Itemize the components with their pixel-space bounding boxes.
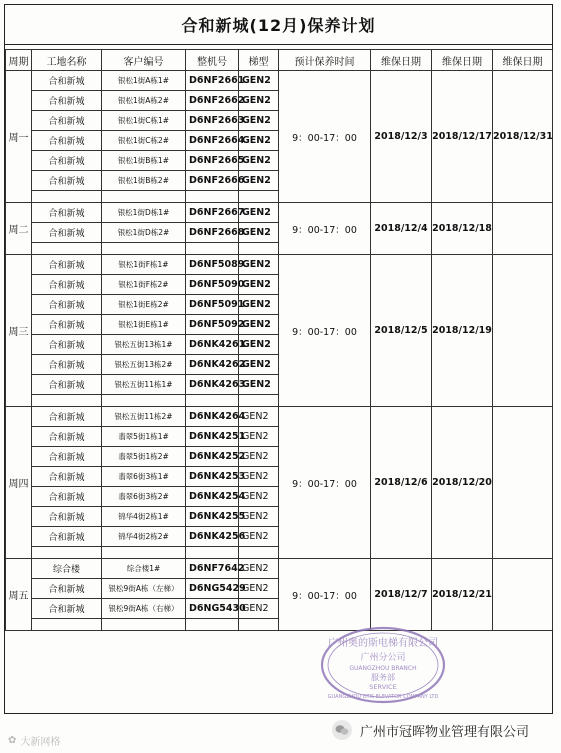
customer-code-cell: 银松1街F栋2# <box>102 275 186 295</box>
machine-number-cell: D6NF2668 <box>186 223 239 243</box>
elevator-type-cell: GEN2 <box>239 255 279 275</box>
empty-cell <box>239 547 279 559</box>
table-body <box>6 71 553 631</box>
elevator-type-cell: GEN2 <box>239 527 279 547</box>
wechat-attribution <box>332 720 529 740</box>
site-name-cell: 合和新城 <box>32 71 102 91</box>
schedule-table <box>5 49 553 631</box>
elevator-type-cell: GEN2 <box>239 223 279 243</box>
empty-cell <box>32 395 102 407</box>
elevator-type-cell: GEN2 <box>239 375 279 395</box>
customer-code-cell: 锦华4街2栋1# <box>102 507 186 527</box>
elevator-type-cell: GEN2 <box>239 295 279 315</box>
site-name-cell: 合和新城 <box>32 335 102 355</box>
maintenance-time-cell: 9：00-17：00 <box>279 407 371 559</box>
elevator-type-cell: GEN2 <box>239 151 279 171</box>
customer-code-cell: 银松1街A栋1# <box>102 71 186 91</box>
maintenance-date-cell: 2018/12/3 <box>371 71 432 203</box>
seal-line6: GUANGZHOU OTIS ELEVATOR COMPANY LTD <box>327 694 439 700</box>
elevator-type-cell: GEN2 <box>239 427 279 447</box>
column-header: 客户编号 <box>102 50 186 71</box>
site-name-cell: 合和新城 <box>32 467 102 487</box>
machine-number-cell: D6NK4261 <box>186 335 239 355</box>
empty-cell <box>102 243 186 255</box>
maintenance-date-cell: 2018/12/5 <box>371 255 432 407</box>
empty-cell <box>102 191 186 203</box>
week-cell: 周二 <box>6 203 32 255</box>
machine-number-cell: D6NG5430 <box>186 599 239 619</box>
site-name-cell: 综合楼 <box>32 559 102 579</box>
elevator-type-cell: GEN2 <box>239 171 279 191</box>
customer-code-cell: 银松五街13栋1# <box>102 335 186 355</box>
seal-line1: 广州奥的斯电梯有限公司 <box>328 638 438 649</box>
table-row <box>6 203 553 223</box>
empty-cell <box>102 547 186 559</box>
watermark-icon: ✿ <box>8 735 17 746</box>
empty-cell <box>186 191 239 203</box>
schedule-sheet <box>4 4 553 714</box>
elevator-type-cell: GEN2 <box>239 131 279 151</box>
customer-code-cell: 银松五街11栋1# <box>102 375 186 395</box>
elevator-type-cell: GEN2 <box>239 335 279 355</box>
maintenance-date-cell <box>493 203 553 255</box>
machine-number-cell: D6NK4252 <box>186 447 239 467</box>
empty-cell <box>239 243 279 255</box>
empty-cell <box>186 619 239 631</box>
machine-number-cell: D6NK4255 <box>186 507 239 527</box>
elevator-type-cell: GEN2 <box>239 467 279 487</box>
customer-code-cell: 银松9街A栋（左梯） <box>102 579 186 599</box>
site-name-cell: 合和新城 <box>32 579 102 599</box>
empty-cell <box>32 243 102 255</box>
site-name-cell: 合和新城 <box>32 315 102 335</box>
elevator-type-cell: GEN2 <box>239 111 279 131</box>
column-header: 预计保养时间 <box>279 50 371 71</box>
maintenance-date-cell: 2018/12/7 <box>371 559 432 631</box>
site-name-cell: 合和新城 <box>32 427 102 447</box>
site-name-cell: 合和新城 <box>32 527 102 547</box>
customer-code-cell: 银松1街E栋1# <box>102 315 186 335</box>
site-name-cell: 合和新城 <box>32 487 102 507</box>
maintenance-time-cell: 9：00-17：00 <box>279 203 371 255</box>
machine-number-cell: D6NF2663 <box>186 111 239 131</box>
site-name-cell: 合和新城 <box>32 171 102 191</box>
week-cell: 周四 <box>6 407 32 559</box>
week-cell: 周五 <box>6 559 32 631</box>
machine-number-cell: D6NK4254 <box>186 487 239 507</box>
site-name-cell: 合和新城 <box>32 375 102 395</box>
maintenance-date-cell: 2018/12/4 <box>371 203 432 255</box>
maintenance-date-cell <box>493 255 553 407</box>
column-header: 周期 <box>6 50 32 71</box>
seal-line4: 服务部 <box>371 673 395 682</box>
customer-code-cell: 银松1街A栋2# <box>102 91 186 111</box>
elevator-type-cell: GEN2 <box>239 487 279 507</box>
empty-cell <box>186 395 239 407</box>
site-name-cell: 合和新城 <box>32 131 102 151</box>
machine-number-cell: D6NF2661 <box>186 71 239 91</box>
empty-cell <box>32 547 102 559</box>
customer-code-cell: 翡翠6街3栋2# <box>102 487 186 507</box>
customer-code-cell: 综合楼1# <box>102 559 186 579</box>
wechat-icon <box>332 720 352 740</box>
empty-cell <box>239 619 279 631</box>
column-header: 维保日期 <box>493 50 553 71</box>
customer-code-cell: 银松1街F栋1# <box>102 255 186 275</box>
machine-number-cell: D6NK4264 <box>186 407 239 427</box>
elevator-type-cell: GEN2 <box>239 407 279 427</box>
machine-number-cell: D6NF2662 <box>186 91 239 111</box>
maintenance-date-cell <box>493 407 553 559</box>
table-row <box>6 255 553 275</box>
machine-number-cell: D6NK4253 <box>186 467 239 487</box>
site-name-cell: 合和新城 <box>32 111 102 131</box>
empty-cell <box>32 191 102 203</box>
empty-cell <box>186 243 239 255</box>
empty-cell <box>102 395 186 407</box>
customer-code-cell: 锦华4街2栋2# <box>102 527 186 547</box>
machine-number-cell: D6NF2666 <box>186 171 239 191</box>
watermark <box>8 733 60 748</box>
maintenance-time-cell: 9：00-17：00 <box>279 71 371 203</box>
customer-code-cell: 银松1街D栋2# <box>102 223 186 243</box>
site-name-cell: 合和新城 <box>32 223 102 243</box>
page-title: 合和新城(12月)保养计划 <box>5 5 552 45</box>
elevator-type-cell: GEN2 <box>239 599 279 619</box>
company-name: 广州市冠晖物业管理有限公司 <box>360 724 530 740</box>
machine-number-cell: D6NK4256 <box>186 527 239 547</box>
empty-cell <box>186 547 239 559</box>
table-header-row <box>6 50 553 71</box>
table-row <box>6 71 553 91</box>
machine-number-cell: D6NF5091 <box>186 295 239 315</box>
watermark-text: 大新网格 <box>20 737 61 748</box>
maintenance-date-cell: 2018/12/20 <box>432 407 493 559</box>
site-name-cell: 合和新城 <box>32 447 102 467</box>
seal-line5: SERVICE <box>369 683 397 691</box>
column-header: 整机号 <box>186 50 239 71</box>
machine-number-cell: D6NF2667 <box>186 203 239 223</box>
customer-code-cell: 银松9街A栋（右梯） <box>102 599 186 619</box>
table-row <box>6 407 553 427</box>
maintenance-time-cell: 9：00-17：00 <box>279 255 371 407</box>
site-name-cell: 合和新城 <box>32 203 102 223</box>
machine-number-cell: D6NK4262 <box>186 355 239 375</box>
elevator-type-cell: GEN2 <box>239 71 279 91</box>
site-name-cell: 合和新城 <box>32 295 102 315</box>
elevator-type-cell: GEN2 <box>239 315 279 335</box>
customer-code-cell: 银松1街B栋1# <box>102 151 186 171</box>
maintenance-time-cell: 9：00-17：00 <box>279 559 371 631</box>
site-name-cell: 合和新城 <box>32 275 102 295</box>
machine-number-cell: D6NF2665 <box>186 151 239 171</box>
customer-code-cell: 银松1街E栋2# <box>102 295 186 315</box>
machine-number-cell: D6NF5090 <box>186 275 239 295</box>
machine-number-cell: D6NF2664 <box>186 131 239 151</box>
table-row <box>6 559 553 579</box>
week-cell: 周一 <box>6 71 32 203</box>
maintenance-date-cell: 2018/12/19 <box>432 255 493 407</box>
column-header: 维保日期 <box>371 50 432 71</box>
site-name-cell: 合和新城 <box>32 91 102 111</box>
seal-line3: GUANGZHOU BRANCH <box>349 665 417 672</box>
customer-code-cell: 银松1街B栋2# <box>102 171 186 191</box>
maintenance-date-cell: 2018/12/31 <box>493 71 553 203</box>
customer-code-cell: 银松1街C栋1# <box>102 111 186 131</box>
maintenance-date-cell: 2018/12/18 <box>432 203 493 255</box>
machine-number-cell: D6NK4263 <box>186 375 239 395</box>
week-cell: 周三 <box>6 255 32 407</box>
customer-code-cell: 翡翠5街1栋1# <box>102 427 186 447</box>
elevator-type-cell: GEN2 <box>239 559 279 579</box>
customer-code-cell: 银松1街D栋1# <box>102 203 186 223</box>
site-name-cell: 合和新城 <box>32 507 102 527</box>
elevator-type-cell: GEN2 <box>239 447 279 467</box>
column-header: 工地名称 <box>32 50 102 71</box>
column-header: 维保日期 <box>432 50 493 71</box>
maintenance-date-cell: 2018/12/21 <box>432 559 493 631</box>
machine-number-cell: D6NF7642 <box>186 559 239 579</box>
customer-code-cell: 银松1街C栋2# <box>102 131 186 151</box>
customer-code-cell: 银松五街13栋2# <box>102 355 186 375</box>
column-header: 梯型 <box>239 50 279 71</box>
elevator-type-cell: GEN2 <box>239 579 279 599</box>
machine-number-cell: D6NK4251 <box>186 427 239 447</box>
customer-code-cell: 银松五街11栋2# <box>102 407 186 427</box>
machine-number-cell: D6NF5089 <box>186 255 239 275</box>
machine-number-cell: D6NF5092 <box>186 315 239 335</box>
maintenance-date-cell <box>493 559 553 631</box>
empty-cell <box>102 619 186 631</box>
elevator-type-cell: GEN2 <box>239 275 279 295</box>
maintenance-date-cell: 2018/12/6 <box>371 407 432 559</box>
site-name-cell: 合和新城 <box>32 355 102 375</box>
elevator-type-cell: GEN2 <box>239 203 279 223</box>
machine-number-cell: D6NG5429 <box>186 579 239 599</box>
empty-cell <box>239 395 279 407</box>
empty-cell <box>239 191 279 203</box>
customer-code-cell: 翡翠6街3栋1# <box>102 467 186 487</box>
site-name-cell: 合和新城 <box>32 151 102 171</box>
site-name-cell: 合和新城 <box>32 599 102 619</box>
elevator-type-cell: GEN2 <box>239 91 279 111</box>
empty-cell <box>32 619 102 631</box>
seal-line2: 广州分公司 <box>360 653 406 663</box>
elevator-type-cell: GEN2 <box>239 355 279 375</box>
site-name-cell: 合和新城 <box>32 255 102 275</box>
elevator-type-cell: GEN2 <box>239 507 279 527</box>
site-name-cell: 合和新城 <box>32 407 102 427</box>
customer-code-cell: 翡翠5街1栋2# <box>102 447 186 467</box>
maintenance-date-cell: 2018/12/17 <box>432 71 493 203</box>
